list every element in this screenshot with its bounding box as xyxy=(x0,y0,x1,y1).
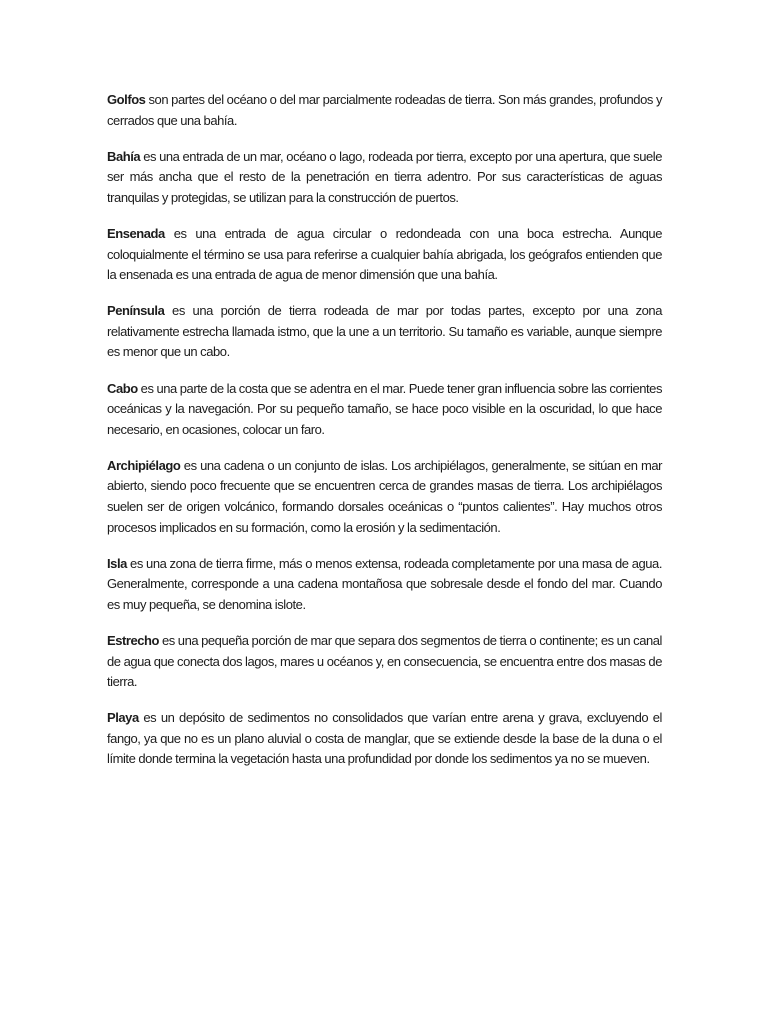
paragraph-archipielago xyxy=(107,456,662,538)
definition-cabo: es una parte de la costa que se adentra en el mar. Puede tener gran influencia sobre las corrientes oceánicas y la navegación. Por su pequeño tamaño, se hace poco visible en la oscuridad, lo que hace necesario, en ocasiones, colocar un faro. xyxy=(107,380,662,437)
definition-golfos: son partes del océano o del mar parcialmente rodeadas de tierra. Son más grandes, profundos y cerrados que una bahía. xyxy=(107,92,662,128)
paragraph-isla xyxy=(107,554,662,616)
term-isla: Isla xyxy=(107,555,127,571)
term-estrecho: Estrecho xyxy=(107,632,160,648)
definition-peninsula: es una porción de tierra rodeada de mar por todas partes, excepto por una zona relativamente estrecha llamada istmo, que la une a un territorio. Su tamaño es variable, aunque siempre es menor que un cabo. xyxy=(107,303,662,360)
term-playa: Playa xyxy=(107,710,139,726)
definition-estrecho: es una pequeña porción de mar que separa dos segmentos de tierra o continente; es un canal de agua que conecta dos lagos, mares u océanos y, en consecuencia, se encuentra entre dos masas de tierra. xyxy=(107,632,662,690)
term-peninsula: Península xyxy=(107,303,165,319)
paragraph-ensenada xyxy=(107,224,662,286)
term-archipielago: Archipiélago xyxy=(107,457,181,473)
definition-bahia: es una entrada de un mar, océano o lago, rodeada por tierra, excepto por una apertura, que suele ser más ancha que el resto de la penetración en tierra adentro. Por sus características de aguas tranquilas y protegidas, se utilizan para la construcción de puertos. xyxy=(107,148,662,205)
definition-isla: es una zona de tierra firme, más o menos extensa, rodeada completamente por una masa de agua. Generalmente, corresponde a una cadena montañosa que sobresale desde el fondo del mar. Cuando es muy pequeña, se denomina islote. xyxy=(107,555,662,612)
paragraph-estrecho xyxy=(107,631,662,693)
term-golfos: Golfos xyxy=(107,92,146,107)
paragraph-cabo xyxy=(107,379,662,441)
term-cabo: Cabo xyxy=(107,380,138,396)
paragraph-golfos xyxy=(107,90,662,131)
definition-playa: es un depósito de sedimentos no consolidados que varían entre arena y grava, excluyendo el fango, ya que no es un plano aluvial o costa de manglar, que se extiende desde la base de la duna o el límite donde termina la vegetación hasta una profundidad por donde los sedimentos ya no se mueven. xyxy=(107,710,662,767)
paragraph-bahia xyxy=(107,147,662,209)
definition-ensenada: es una entrada de agua circular o redondeada con una boca estrecha. Aunque coloquialmente el término se usa para referirse a cualquier bahía abrigada, los geógrafos entienden que la ensenada es una entrada de agua de menor dimensión que una bahía. xyxy=(107,225,662,283)
document-page xyxy=(107,90,662,786)
paragraph-playa xyxy=(107,708,662,770)
term-bahia: Bahía xyxy=(107,148,141,164)
paragraph-peninsula xyxy=(107,301,662,363)
definition-archipielago: es una cadena o un conjunto de islas. Los archipiélagos, generalmente, se sitúan en mar abierto, siendo poco frecuente que se encuentren cerca de grandes masas de tierra. Los archipiélagos suelen ser de origen volcánico, formando dorsales oceánicas o “puntos calientes”. Hay muchos otros procesos implicados en su formación, como la erosión y la sedimentación. xyxy=(107,457,662,535)
term-ensenada: Ensenada xyxy=(107,225,165,241)
